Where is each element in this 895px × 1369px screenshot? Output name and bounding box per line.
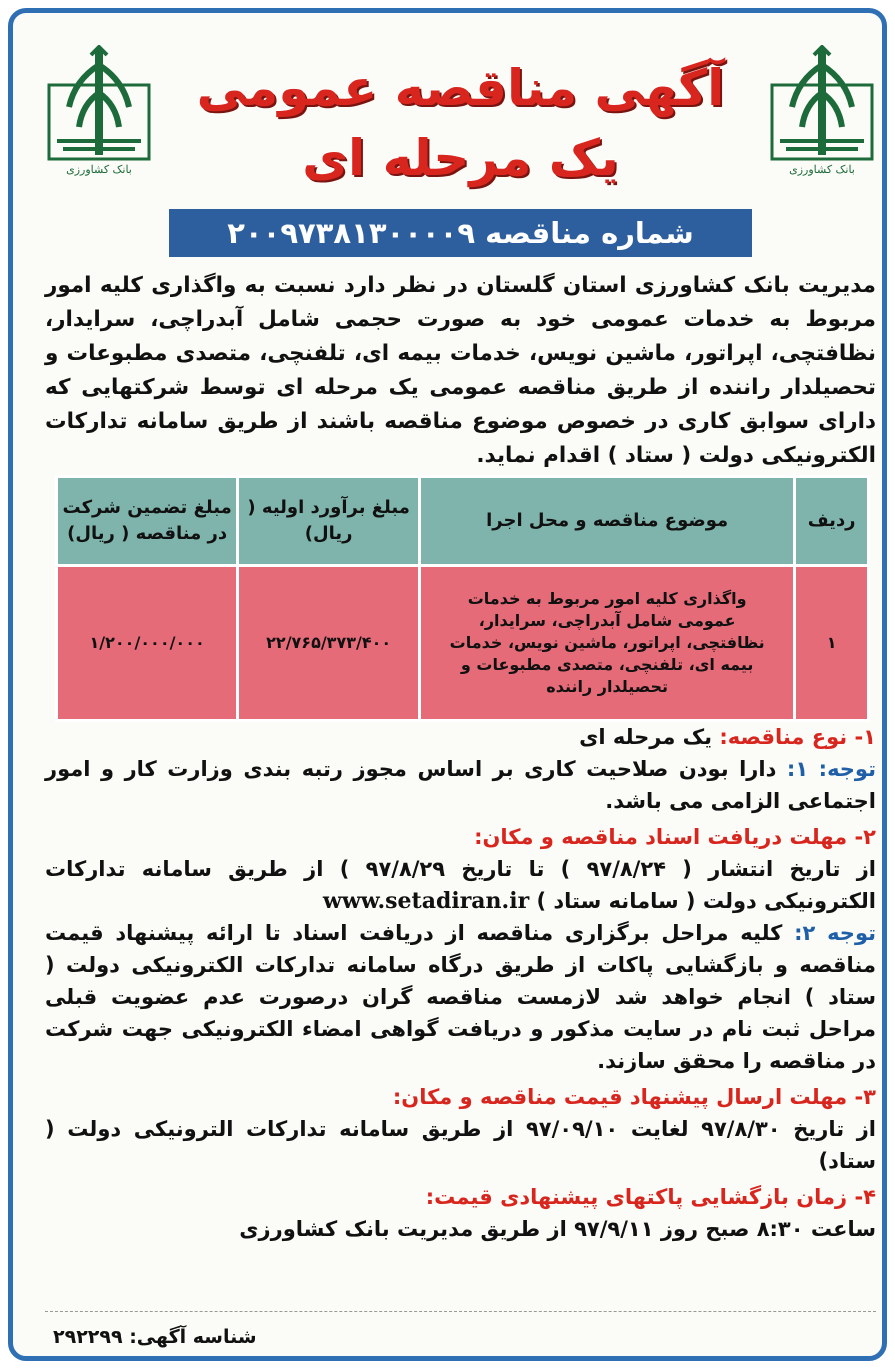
section-4-body	[45, 1213, 876, 1245]
logo-caption: بانک کشاورزی	[66, 163, 132, 176]
table-row	[57, 566, 869, 721]
ad-id: شناسه آگهی: ۲۹۲۲۹۹	[53, 1326, 257, 1348]
note-2-heading: توجه ۲:	[794, 921, 876, 945]
bank-logo-left	[43, 45, 155, 197]
section-1-heading: ۱- نوع مناقصه:	[719, 725, 876, 749]
section-4-title: ۴- زمان بازگشایی پاکتهای پیشنهادی قیمت:	[425, 1185, 876, 1209]
intro-paragraph	[45, 269, 876, 473]
note-2	[45, 917, 876, 1077]
logo-caption: بانک کشاورزی	[789, 163, 855, 176]
footer-divider	[45, 1311, 876, 1312]
section-2-body	[45, 853, 876, 917]
ad-content	[31, 31, 890, 1364]
wheat-logo-icon	[766, 45, 878, 163]
section-4-heading	[45, 1181, 876, 1213]
section-2-text: از تاریخ انتشار ( ۹۷/۸/۲۴ ) تا تاریخ ۹۷/۸/۲۹ ) از طریق سامانه تدارکات الکترونیکی دولت ( سامانه ستاد )	[45, 857, 876, 913]
section-3-heading	[45, 1081, 876, 1113]
section-4-text: ساعت ۸:۳۰ صبح روز ۹۷/۹/۱۱ از طریق مدیریت بانک کشاورزی	[239, 1217, 876, 1241]
ad-body	[45, 721, 876, 1245]
note-1-text: دارا بودن صلاحیت کاری بر اساس مجوز رتبه بندی وزارت کار و امور اجتماعی الزامی می باشد.	[45, 757, 876, 813]
header-subject: موضوع مناقصه و محل اجرا	[420, 477, 795, 566]
cell-subject: واگذاری کلیه امور مربوط به خدمات عمومی شامل آبدراچی، سرایدار، نظافتچی، اپراتور، ماشین نویس، خدمات بیمه ای، تلفنچی، متصدی مطبوعات و تحصیلدار راننده	[420, 566, 795, 721]
cell-index: ۱	[795, 566, 869, 721]
header-index: ردیف	[795, 477, 869, 566]
note-2-text: کلیه مراحل برگزاری مناقصه از دریافت اسناد تا ارائه پیشنهاد قیمت مناقصه و بازگشایی پاکات از طریق درگاه سامانه تدارکات الکترونیکی دولت ( ستاد ) انجام خواهد شد لازمست مناقصه گران درصورت عدم عضویت قبلی مراحل ثبت نام در سایت مذکور و دریافت گواهی امضاء الکترونیکی جهت شرکت در مناقصه را محقق سازند.	[45, 921, 876, 1073]
section-1-text: یک مرحله ای	[579, 725, 713, 749]
intro-bold: مدیریت بانک کشاورزی استان گلستان در نظر دارد	[343, 273, 876, 298]
section-2-title: ۲- مهلت دریافت اسناد مناقصه و مکان:	[474, 825, 876, 849]
wheat-logo-icon	[43, 45, 155, 163]
bank-logo-right	[766, 45, 878, 197]
cell-estimate: ۲۲/۷۶۵/۳۷۳/۴۰۰	[238, 566, 420, 721]
tender-table	[55, 475, 870, 722]
ad-title-line1: آگهی مناقصه عمومی	[196, 59, 725, 117]
note-1-heading: توجه: ۱:	[786, 757, 876, 781]
header-guarantee: مبلغ تضمین شرکت در مناقصه ( ریال)	[57, 477, 238, 566]
intro-text: نسبت به واگذاری کلیه امور مربوط به خدمات عمومی خود به صورت حجمی شامل آبدراچی، سرایدار، نظافتچی، اپراتور، ماشین نویس، خدمات بیمه ای، تلفنچی، متصدی مطبوعات و تحصیلدار راننده از طریق مناقصه عمومی یک مرحله ای توسط شرکتهایی که دارای سوابق کاری در خصوص موضوع مناقصه باشند از طریق سامانه تدارکات الکترونیکی دولت ( ستاد ) اقدام نماید.	[45, 273, 876, 468]
tender-number-bar: شماره مناقصه ۲۰۰۹۷۳۸۱۳۰۰۰۰۹	[169, 209, 752, 257]
table-header-row	[57, 477, 869, 566]
note-1	[45, 753, 876, 817]
section-3-text: از تاریخ ۹۷/۸/۳۰ لغایت ۹۷/۰۹/۱۰ از طریق سامانه تدارکات الترونیکی دولت ( ستاد)	[45, 1117, 876, 1173]
section-2-heading	[45, 821, 876, 853]
cell-guarantee: ۱/۲۰۰/۰۰۰/۰۰۰	[57, 566, 238, 721]
section-3-body	[45, 1113, 876, 1177]
ad-title-line2: یک مرحله ای	[302, 129, 619, 187]
header-estimate: مبلغ برآورد اولیه ( ریال)	[238, 477, 420, 566]
section-1	[45, 721, 876, 753]
section-3-title: ۳- مهلت ارسال پیشنهاد قیمت مناقصه و مکان:	[392, 1085, 876, 1109]
setadiran-link[interactable]: www.setadiran.ir	[322, 888, 530, 914]
ad-frame	[8, 8, 887, 1361]
